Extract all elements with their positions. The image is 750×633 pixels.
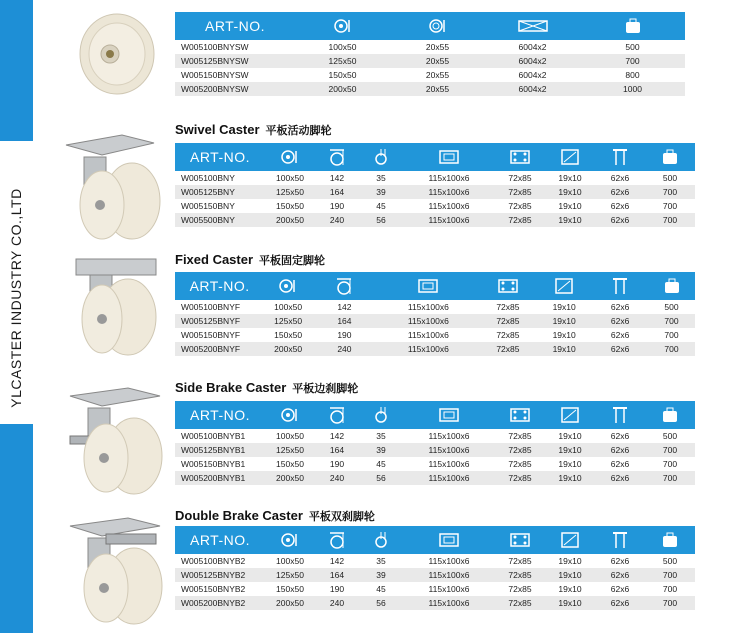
bearing-icon bbox=[390, 12, 485, 40]
spec-cell: 125x50 bbox=[265, 443, 315, 457]
spec-cell: 115x100x6 bbox=[403, 582, 495, 596]
spec-cell: 500 bbox=[580, 40, 685, 54]
spec-cell: 19x10 bbox=[545, 199, 595, 213]
load-height-icon bbox=[312, 272, 377, 300]
side-brake-spec-table bbox=[175, 401, 695, 485]
spec-cell: 164 bbox=[315, 185, 359, 199]
table-row bbox=[175, 199, 695, 213]
spec-cell: 500 bbox=[645, 171, 695, 185]
spec-cell: 200x50 bbox=[265, 471, 315, 485]
spec-cell: 125x50 bbox=[265, 568, 315, 582]
spec-cell: 190 bbox=[315, 457, 359, 471]
table-row bbox=[175, 443, 695, 457]
title-cn: 平板边刹脚轮 bbox=[292, 382, 359, 395]
spec-cell: 240 bbox=[315, 471, 359, 485]
double-brake-caster-image bbox=[66, 516, 166, 626]
plate-thickness-icon bbox=[592, 272, 648, 300]
spec-cell: 700 bbox=[645, 596, 695, 610]
table-row bbox=[175, 596, 695, 610]
spec-cell: 6004x2 bbox=[485, 68, 580, 82]
spec-cell: 200x50 bbox=[265, 213, 315, 227]
spec-cell: 62x6 bbox=[595, 568, 645, 582]
title-en: Side Brake Caster bbox=[175, 380, 287, 395]
spec-cell: 62x6 bbox=[592, 328, 648, 342]
spec-cell: 19x10 bbox=[545, 582, 595, 596]
spec-cell: 100x50 bbox=[264, 300, 312, 314]
table-row bbox=[175, 171, 695, 185]
company-name: YLCASTER INDUSTRY CO.,LTD bbox=[8, 188, 24, 408]
spec-cell: 62x6 bbox=[595, 213, 645, 227]
art-no-header: ART-NO. bbox=[175, 526, 265, 554]
spec-cell: 72x85 bbox=[495, 171, 545, 185]
spec-cell: 115x100x6 bbox=[403, 471, 495, 485]
art-no-cell: W005200BNYF bbox=[175, 342, 264, 356]
spec-cell: 125x50 bbox=[295, 54, 390, 68]
weight-kg-icon bbox=[580, 12, 685, 40]
plate-thickness-icon bbox=[595, 401, 645, 429]
top-plate-icon bbox=[403, 143, 495, 171]
spec-cell: 100x50 bbox=[265, 171, 315, 185]
bolt-hole-icon bbox=[480, 272, 536, 300]
title-cn: 平板双刹脚轮 bbox=[308, 510, 375, 523]
spec-cell: 19x10 bbox=[545, 554, 595, 568]
sidebar bbox=[0, 0, 33, 633]
spec-cell: 115x100x6 bbox=[403, 457, 495, 471]
spec-cell: 72x85 bbox=[495, 443, 545, 457]
sidebar-accent-bottom bbox=[0, 424, 33, 633]
spec-cell: 150x50 bbox=[265, 199, 315, 213]
spec-cell: 35 bbox=[359, 171, 403, 185]
spec-cell: 19x10 bbox=[545, 185, 595, 199]
spec-cell: 62x6 bbox=[595, 596, 645, 610]
wheel-diameter-icon bbox=[264, 272, 312, 300]
table-row bbox=[175, 554, 695, 568]
art-no-cell: W005200BNYB1 bbox=[175, 471, 265, 485]
spec-cell: 72x85 bbox=[495, 199, 545, 213]
fixed-caster-image bbox=[72, 257, 162, 357]
table-row bbox=[175, 342, 695, 356]
wheel-diameter-icon bbox=[265, 143, 315, 171]
table-row bbox=[175, 429, 695, 443]
spec-cell: 72x85 bbox=[480, 314, 536, 328]
art-no-header: ART-NO. bbox=[175, 272, 264, 300]
art-no-cell: W005500BNY bbox=[175, 213, 265, 227]
spec-cell: 115x100x6 bbox=[403, 554, 495, 568]
spec-cell: 20x55 bbox=[390, 54, 485, 68]
spec-cell: 700 bbox=[580, 54, 685, 68]
sidebar-accent-top bbox=[0, 0, 33, 141]
spec-cell: 115x100x6 bbox=[403, 213, 495, 227]
spec-cell: 200x50 bbox=[264, 342, 312, 356]
spec-cell: 62x6 bbox=[595, 185, 645, 199]
table-row bbox=[175, 328, 695, 342]
spec-cell: 62x6 bbox=[595, 199, 645, 213]
spec-cell: 19x10 bbox=[545, 471, 595, 485]
wheel-diameter-icon bbox=[265, 526, 315, 554]
art-no-cell: W005100BNYB1 bbox=[175, 429, 265, 443]
spec-cell: 72x85 bbox=[495, 471, 545, 485]
spec-cell: 35 bbox=[359, 429, 403, 443]
spec-cell: 19x10 bbox=[545, 568, 595, 582]
spec-cell: 164 bbox=[315, 568, 359, 582]
top-plate-icon bbox=[377, 272, 480, 300]
spec-cell: 72x85 bbox=[495, 457, 545, 471]
swivel-caster-title bbox=[175, 122, 332, 138]
spec-cell: 500 bbox=[645, 429, 695, 443]
art-no-header: ART-NO. bbox=[175, 143, 265, 171]
spec-cell: 20x55 bbox=[390, 68, 485, 82]
spec-cell: 56 bbox=[359, 213, 403, 227]
spec-cell: 200x50 bbox=[295, 82, 390, 96]
spec-cell: 125x50 bbox=[265, 185, 315, 199]
spec-cell: 62x6 bbox=[595, 457, 645, 471]
spec-cell: 62x6 bbox=[595, 471, 645, 485]
offset-icon bbox=[359, 401, 403, 429]
spec-cell: 19x10 bbox=[545, 457, 595, 471]
spec-cell: 62x6 bbox=[595, 171, 645, 185]
table-row bbox=[175, 471, 695, 485]
spec-cell: 164 bbox=[315, 443, 359, 457]
spec-cell: 150x50 bbox=[264, 328, 312, 342]
art-no-cell: W005150BNYB1 bbox=[175, 457, 265, 471]
art-no-cell: W005150BNYF bbox=[175, 328, 264, 342]
spec-cell: 142 bbox=[315, 554, 359, 568]
weight-kg-icon bbox=[645, 143, 695, 171]
spec-cell: 62x6 bbox=[592, 342, 648, 356]
side-brake-caster-title bbox=[175, 380, 358, 396]
spec-cell: 700 bbox=[645, 471, 695, 485]
spec-cell: 700 bbox=[648, 328, 695, 342]
spec-cell: 100x50 bbox=[265, 429, 315, 443]
top-plate-icon bbox=[403, 401, 495, 429]
table-row bbox=[175, 54, 685, 68]
spec-cell: 72x85 bbox=[495, 213, 545, 227]
table-row bbox=[175, 457, 695, 471]
load-height-icon bbox=[315, 143, 359, 171]
spec-cell: 200x50 bbox=[265, 596, 315, 610]
spec-cell: 100x50 bbox=[295, 40, 390, 54]
spec-cell: 500 bbox=[645, 554, 695, 568]
bolt-hole-icon bbox=[495, 143, 545, 171]
spec-cell: 19x10 bbox=[536, 328, 592, 342]
spec-cell: 240 bbox=[315, 596, 359, 610]
spec-cell: 72x85 bbox=[480, 342, 536, 356]
spec-cell: 62x6 bbox=[592, 300, 648, 314]
load-height-icon bbox=[315, 401, 359, 429]
spec-cell: 62x6 bbox=[595, 582, 645, 596]
spec-cell: 115x100x6 bbox=[403, 199, 495, 213]
table-row bbox=[175, 213, 695, 227]
title-cn: 平板固定脚轮 bbox=[259, 254, 326, 267]
spec-cell: 164 bbox=[312, 314, 377, 328]
spec-cell: 20x55 bbox=[390, 40, 485, 54]
spec-cell: 45 bbox=[359, 457, 403, 471]
spec-cell: 190 bbox=[315, 199, 359, 213]
spec-cell: 142 bbox=[315, 171, 359, 185]
spec-cell: 6004x2 bbox=[485, 54, 580, 68]
bolt-hole-icon bbox=[495, 401, 545, 429]
spec-cell: 115x100x6 bbox=[403, 171, 495, 185]
spec-cell: 700 bbox=[645, 582, 695, 596]
spec-cell: 500 bbox=[648, 300, 695, 314]
art-no-cell: W005150BNY bbox=[175, 199, 265, 213]
spec-cell: 19x10 bbox=[536, 314, 592, 328]
spec-cell: 700 bbox=[645, 199, 695, 213]
weight-kg-icon bbox=[645, 526, 695, 554]
art-no-cell: W005150BNYSW bbox=[175, 68, 295, 82]
spec-cell: 19x10 bbox=[545, 443, 595, 457]
bolt-size-icon bbox=[545, 401, 595, 429]
table-row bbox=[175, 568, 695, 582]
spec-cell: 115x100x6 bbox=[377, 342, 480, 356]
spec-cell: 19x10 bbox=[545, 429, 595, 443]
spec-cell: 72x85 bbox=[495, 185, 545, 199]
bolt-size-icon bbox=[545, 526, 595, 554]
art-no-header: ART-NO. bbox=[175, 401, 265, 429]
art-no-cell: W005125BNYB2 bbox=[175, 568, 265, 582]
table-row bbox=[175, 300, 695, 314]
spec-cell: 1000 bbox=[580, 82, 685, 96]
spec-cell: 6004x2 bbox=[485, 40, 580, 54]
art-no-cell: W005100BNY bbox=[175, 171, 265, 185]
spec-cell: 800 bbox=[580, 68, 685, 82]
spec-cell: 45 bbox=[359, 199, 403, 213]
spec-cell: 125x50 bbox=[264, 314, 312, 328]
title-en: Swivel Caster bbox=[175, 122, 260, 137]
art-no-cell: W005100BNYF bbox=[175, 300, 264, 314]
spec-cell: 19x10 bbox=[536, 300, 592, 314]
art-no-cell: W005125BNY bbox=[175, 185, 265, 199]
spec-cell: 56 bbox=[359, 596, 403, 610]
offset-icon bbox=[359, 526, 403, 554]
spec-cell: 19x10 bbox=[545, 596, 595, 610]
spec-cell: 115x100x6 bbox=[403, 429, 495, 443]
table-row bbox=[175, 314, 695, 328]
spec-cell: 150x50 bbox=[265, 582, 315, 596]
spec-cell: 190 bbox=[315, 582, 359, 596]
art-no-cell: W005125BNYSW bbox=[175, 54, 295, 68]
spec-cell: 62x6 bbox=[595, 554, 645, 568]
title-en: Fixed Caster bbox=[175, 252, 254, 267]
spec-cell: 700 bbox=[645, 213, 695, 227]
spec-cell: 115x100x6 bbox=[403, 185, 495, 199]
fixed-spec-table bbox=[175, 272, 695, 356]
spec-cell: 62x6 bbox=[592, 314, 648, 328]
plate-thickness-icon bbox=[595, 526, 645, 554]
spec-cell: 240 bbox=[312, 342, 377, 356]
art-no-cell: W005200BNYB2 bbox=[175, 596, 265, 610]
wheel-image bbox=[78, 10, 156, 98]
art-no-cell: W005200BNYSW bbox=[175, 82, 295, 96]
weight-kg-icon bbox=[648, 272, 695, 300]
spec-cell: 72x85 bbox=[495, 429, 545, 443]
spec-cell: 56 bbox=[359, 471, 403, 485]
spec-cell: 115x100x6 bbox=[377, 328, 480, 342]
wheel-spec-table bbox=[175, 12, 685, 96]
wheel-diameter-icon bbox=[295, 12, 390, 40]
plate-thickness-icon bbox=[595, 143, 645, 171]
spec-cell: 72x85 bbox=[495, 596, 545, 610]
bolt-size-icon bbox=[536, 272, 592, 300]
spec-cell: 115x100x6 bbox=[403, 596, 495, 610]
spec-cell: 142 bbox=[315, 429, 359, 443]
spec-cell: 35 bbox=[359, 554, 403, 568]
spec-cell: 20x55 bbox=[390, 82, 485, 96]
double-brake-spec-table bbox=[175, 526, 695, 610]
spec-cell: 19x10 bbox=[545, 213, 595, 227]
spec-cell: 700 bbox=[648, 314, 695, 328]
spec-cell: 700 bbox=[648, 342, 695, 356]
bolt-hole-icon bbox=[495, 526, 545, 554]
spec-cell: 115x100x6 bbox=[377, 300, 480, 314]
spec-cell: 115x100x6 bbox=[403, 443, 495, 457]
art-no-cell: W005150BNYB2 bbox=[175, 582, 265, 596]
spec-cell: 115x100x6 bbox=[403, 568, 495, 582]
art-no-cell: W005125BNYF bbox=[175, 314, 264, 328]
weight-kg-icon bbox=[645, 401, 695, 429]
wheel-width-icon bbox=[485, 12, 580, 40]
spec-cell: 190 bbox=[312, 328, 377, 342]
spec-cell: 150x50 bbox=[265, 457, 315, 471]
spec-cell: 700 bbox=[645, 443, 695, 457]
spec-cell: 72x85 bbox=[495, 568, 545, 582]
fixed-caster-title bbox=[175, 252, 325, 268]
spec-cell: 72x85 bbox=[480, 300, 536, 314]
title-en: Double Brake Caster bbox=[175, 508, 303, 523]
swivel-caster-image bbox=[62, 133, 162, 243]
top-plate-icon bbox=[403, 526, 495, 554]
spec-cell: 62x6 bbox=[595, 429, 645, 443]
table-row bbox=[175, 40, 685, 54]
spec-cell: 72x85 bbox=[495, 554, 545, 568]
wheel-diameter-icon bbox=[265, 401, 315, 429]
load-height-icon bbox=[315, 526, 359, 554]
spec-cell: 142 bbox=[312, 300, 377, 314]
art-no-cell: W005125BNYB1 bbox=[175, 443, 265, 457]
table-row bbox=[175, 185, 695, 199]
table-row bbox=[175, 82, 685, 96]
spec-cell: 100x50 bbox=[265, 554, 315, 568]
table-row bbox=[175, 582, 695, 596]
spec-cell: 72x85 bbox=[480, 328, 536, 342]
spec-cell: 240 bbox=[315, 213, 359, 227]
art-no-cell: W005100BNYB2 bbox=[175, 554, 265, 568]
offset-icon bbox=[359, 143, 403, 171]
spec-cell: 72x85 bbox=[495, 582, 545, 596]
spec-cell: 39 bbox=[359, 443, 403, 457]
spec-cell: 19x10 bbox=[545, 171, 595, 185]
spec-cell: 39 bbox=[359, 185, 403, 199]
spec-cell: 39 bbox=[359, 568, 403, 582]
spec-cell: 62x6 bbox=[595, 443, 645, 457]
spec-cell: 700 bbox=[645, 568, 695, 582]
spec-cell: 6004x2 bbox=[485, 82, 580, 96]
spec-cell: 115x100x6 bbox=[377, 314, 480, 328]
double-brake-caster-title bbox=[175, 508, 375, 524]
table-row bbox=[175, 68, 685, 82]
spec-cell: 150x50 bbox=[295, 68, 390, 82]
spec-cell: 45 bbox=[359, 582, 403, 596]
side-brake-caster-image bbox=[66, 386, 166, 496]
spec-cell: 700 bbox=[645, 185, 695, 199]
swivel-spec-table bbox=[175, 143, 695, 227]
spec-cell: 700 bbox=[645, 457, 695, 471]
art-no-header: ART-NO. bbox=[175, 12, 295, 40]
title-cn: 平板活动脚轮 bbox=[265, 124, 332, 137]
spec-cell: 19x10 bbox=[536, 342, 592, 356]
bolt-size-icon bbox=[545, 143, 595, 171]
art-no-cell: W005100BNYSW bbox=[175, 40, 295, 54]
